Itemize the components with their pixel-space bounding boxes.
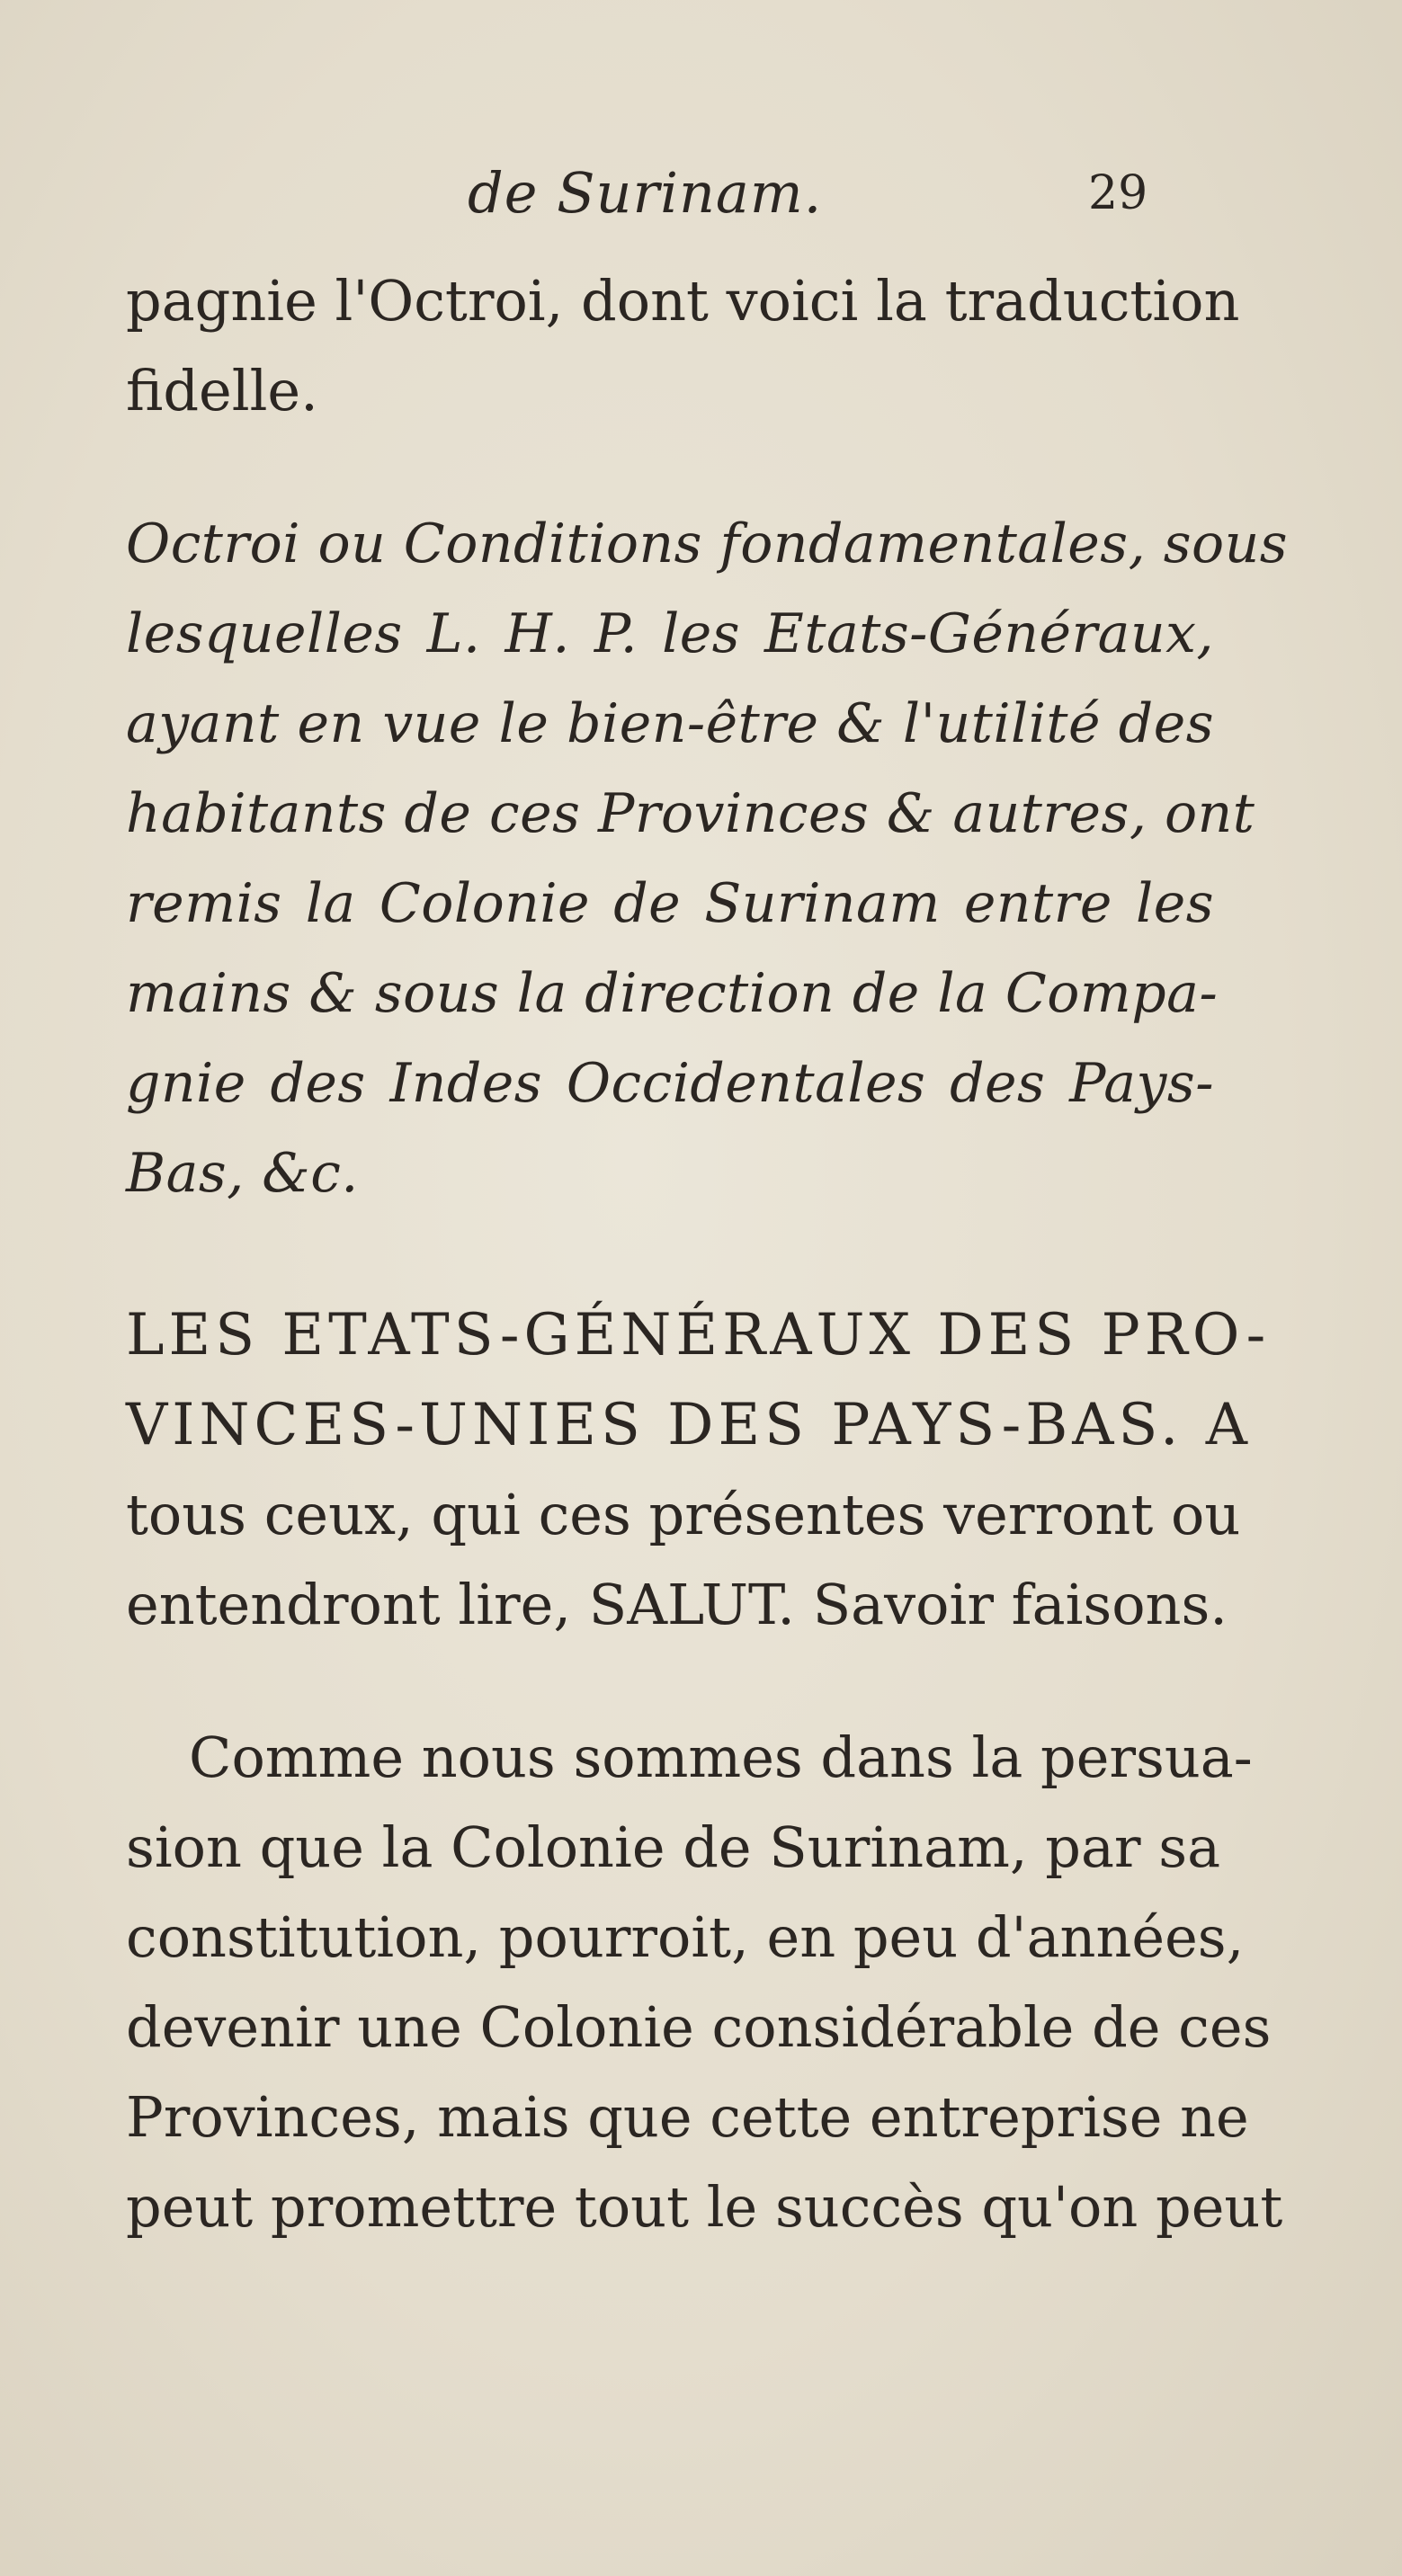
octroi-line-2: lesquelles L. H. P. les Etats-Généraux, <box>126 602 1214 665</box>
etats-line-2: VINCES-UNIES DES PAYS-BAS. A <box>126 1392 1252 1458</box>
octroi-line-7: gnie des Indes Occidentales des Pays- <box>126 1052 1214 1115</box>
etats-line-1: LES ETATS-GÉNÉRAUX DES PRO- <box>126 1302 1271 1368</box>
comme-line-4: devenir une Colonie considérable de ces <box>126 1994 1272 2060</box>
comme-line-3: constitution, pourroit, en peu d'années, <box>126 1904 1245 1970</box>
running-head-title: de Surinam. <box>468 160 823 226</box>
octroi-line-8: Bas, &c. <box>126 1142 359 1205</box>
intro-line-1: pagnie l'Octroi, dont voici la traduction <box>126 268 1240 334</box>
running-head <box>0 153 1402 234</box>
page-number: 29 <box>1088 166 1148 220</box>
comme-line-6: peut promettre tout le succès qu'on peut <box>126 2174 1283 2240</box>
octroi-line-4: habitants de ces Provinces & autres, ont <box>126 782 1255 845</box>
comme-line-5: Provinces, mais que cette entreprise ne <box>126 2084 1249 2150</box>
comme-line-2: sion que la Colonie de Surinam, par sa <box>126 1814 1221 1880</box>
octroi-line-5: remis la Colonie de Surinam entre les <box>126 872 1214 935</box>
intro-line-2: fidelle. <box>126 358 318 423</box>
etats-line-3: tous ceux, qui ces présentes verront ou <box>126 1482 1241 1547</box>
octroi-line-3: ayant en vue le bien-être & l'utilité des <box>126 692 1214 755</box>
octroi-line-1: Octroi ou Conditions fondamentales, sous <box>126 513 1289 575</box>
etats-line-4: entendront lire, SALUT. Savoir faisons. <box>126 1572 1228 1637</box>
comme-line-1: Comme nous sommes dans la persua- <box>189 1725 1253 1790</box>
octroi-line-6: mains & sous la direction de la Compa- <box>126 962 1219 1025</box>
